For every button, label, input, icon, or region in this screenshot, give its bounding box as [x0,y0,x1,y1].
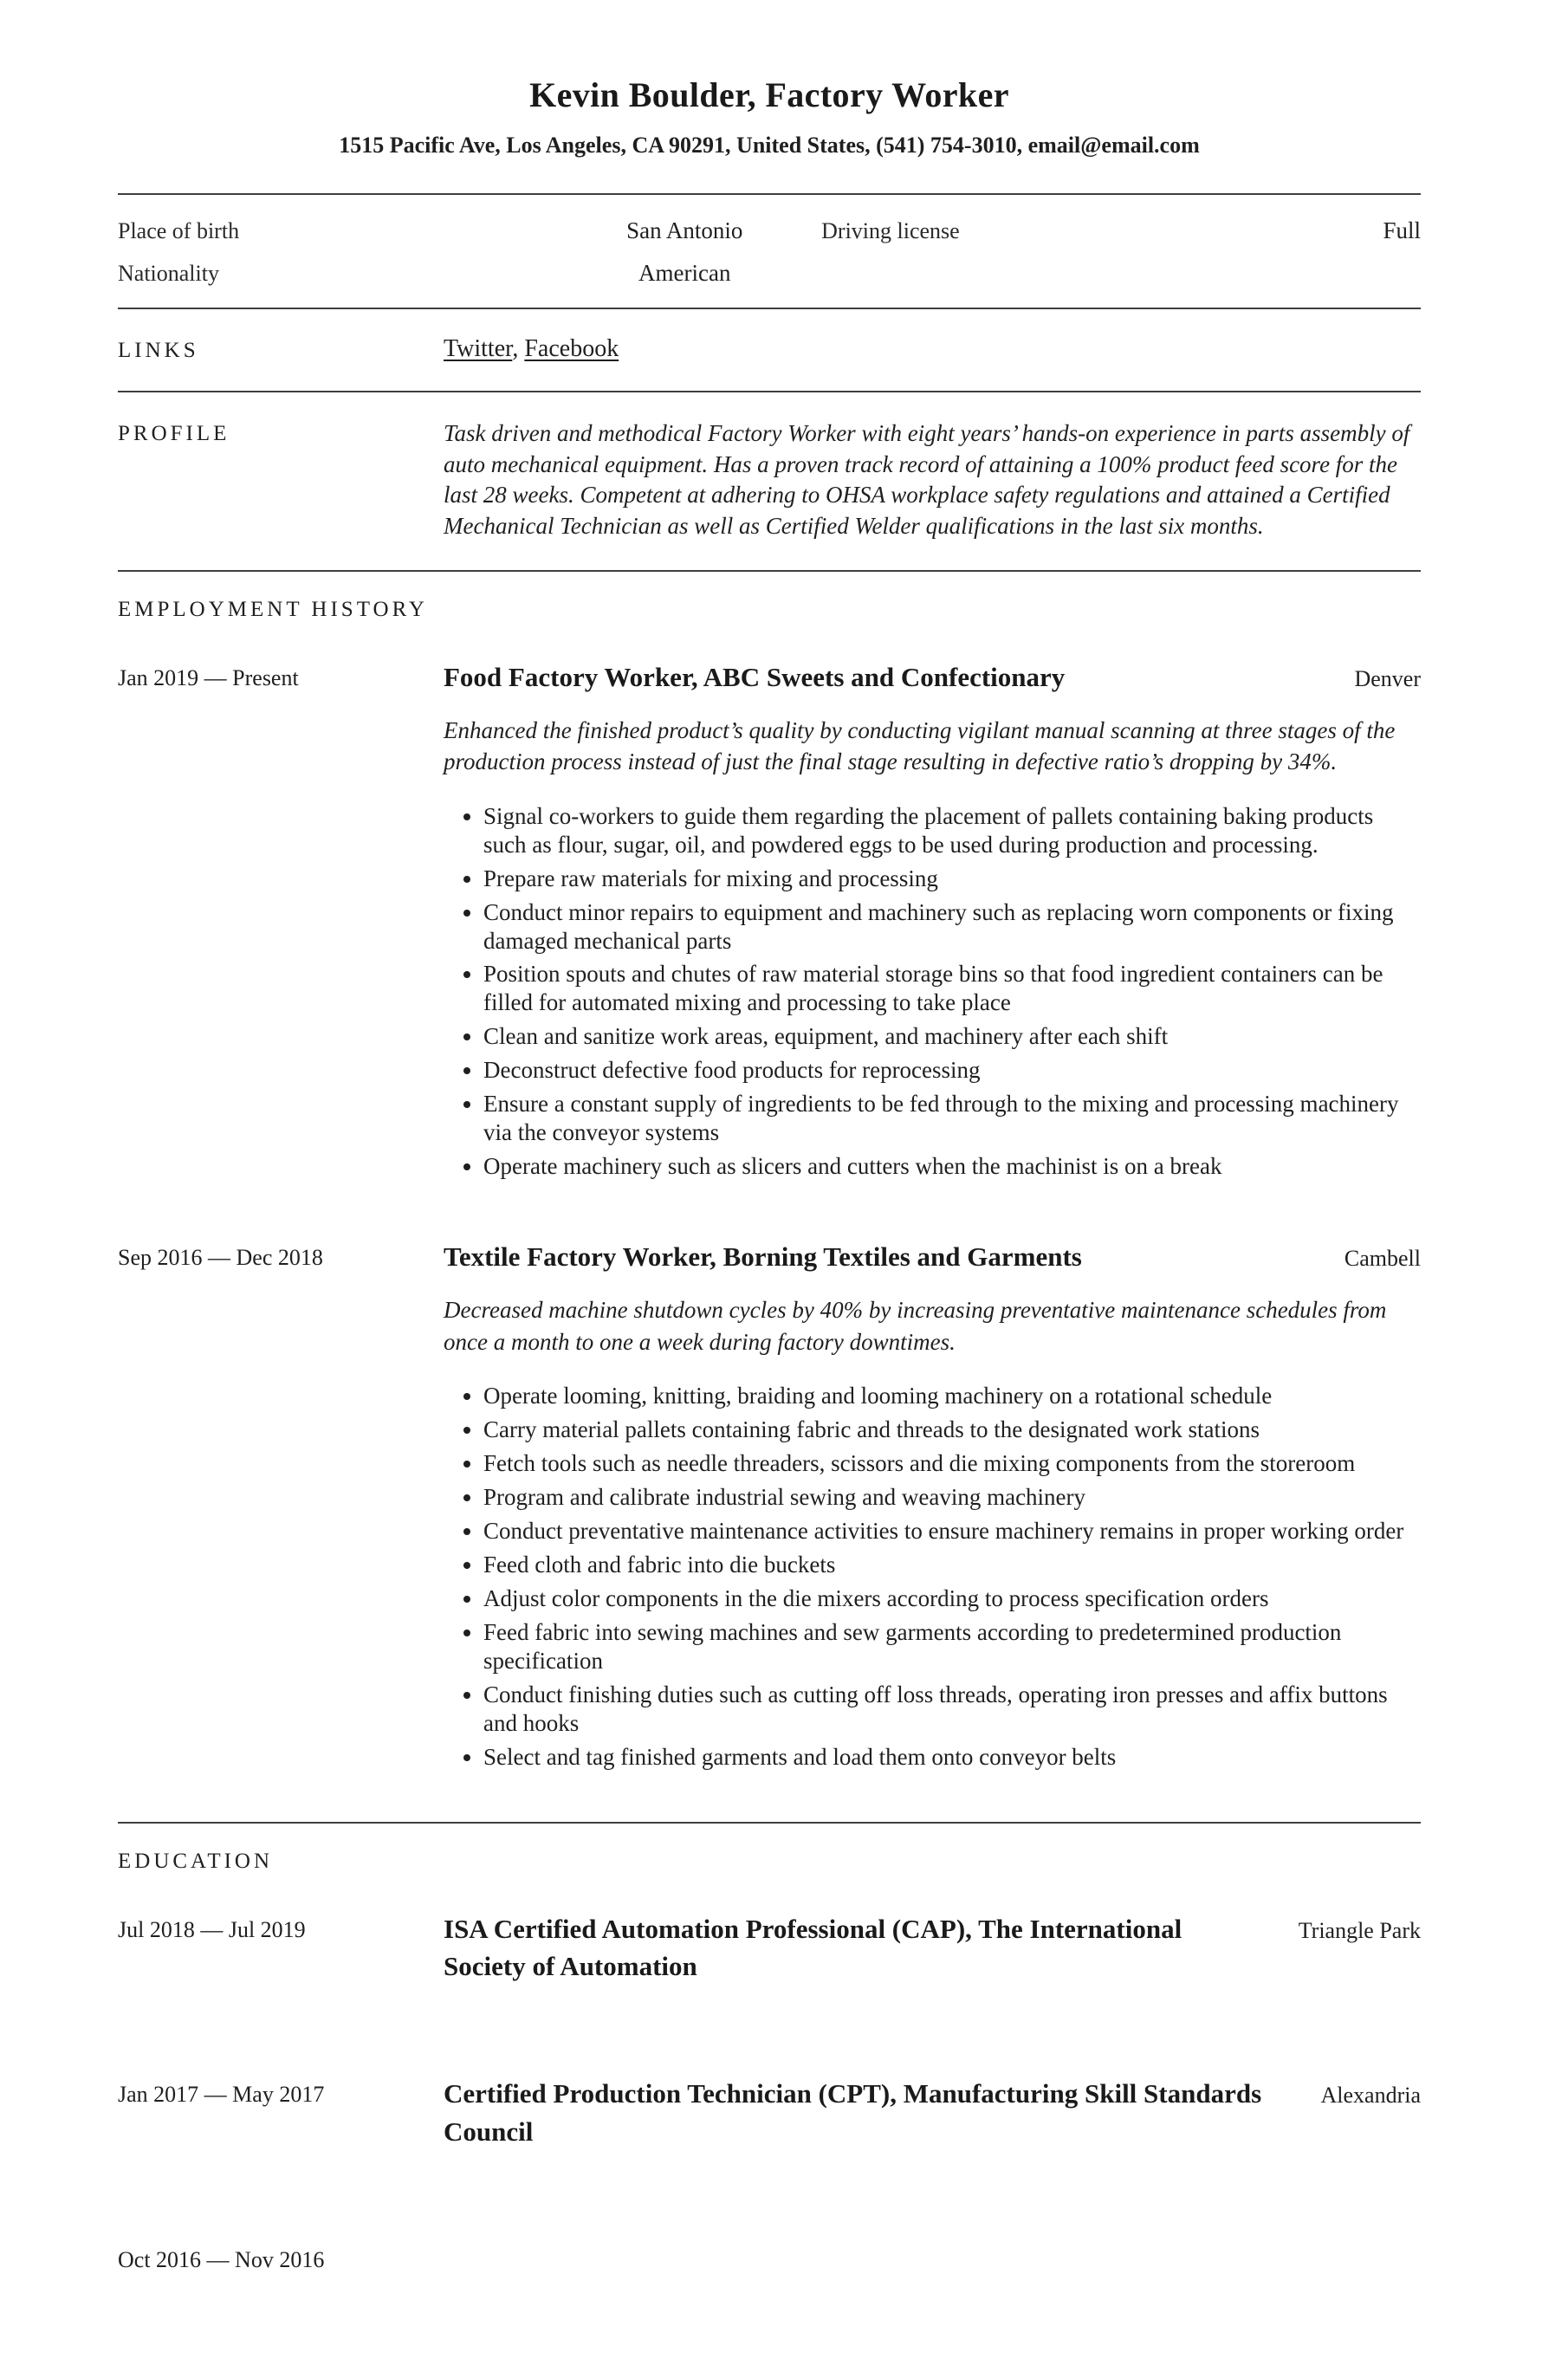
bullet-item: • Carry material pallets containing fabric and threads to the designated work stations [483,1416,1421,1444]
education-title: Certified Production Technician (CPT), Manufacturing Skill Standards Council [444,2078,1262,2147]
bullet-item: • Feed cloth and fabric into die buckets [483,1551,1421,1579]
bullet-item: • Operate machinery such as slicers and cutters when the machinist is on a break [483,1152,1421,1181]
education-dates: Jul 2018 — Jul 2019 [118,1916,306,1942]
bullet-item: • Deconstruct defective food products for reprocessing [483,1056,1421,1085]
bullet-item: • Conduct preventative maintenance activities to ensure machinery remains in proper working order [483,1517,1421,1545]
bullet-item: • Adjust color components in the die mixers according to process specification orders [483,1584,1421,1613]
place-of-birth-value: San Antonio [626,217,743,243]
education-entry [118,2240,1421,2273]
education-dates: Jan 2017 — May 2017 [118,2082,325,2108]
driving-license-label: Driving license [821,218,960,243]
resume-header [118,75,1421,159]
twitter-link[interactable]: Twitter [444,335,513,362]
bullet-item: • Conduct finishing duties such as cutting off loss threads, operating iron presses and affix buttons and hooks [483,1681,1421,1738]
bullet-item: • Position spouts and chutes of raw material storage bins so that food ingredient containers can be filled for automated mixing and processing to take place [483,960,1421,1017]
education-dates: Oct 2016 — Nov 2016 [118,2247,325,2273]
job-bullet-list [444,802,1421,1181]
bullet-item: • Signal co-workers to guide them regarding the placement of pallets containing baking products such as flour, sugar, oil, and powdered eggs to be used during production and processing. [483,802,1421,859]
bullet-item: • Ensure a constant supply of ingredients to be fed through to the mixing and processing machinery via the conveyor systems [483,1090,1421,1147]
job-location: Denver [1354,665,1421,691]
bullet-item: • Prepare raw materials for mixing and processing [483,865,1421,893]
job-summary: Decreased machine shutdown cycles by 40% by increasing preventative maintenance schedules from once a month to one a week during factory downtimes. [444,1297,1387,1355]
job-entry [118,658,1421,1187]
bullet-item: • Feed fabric into sewing machines and sew garments according to predetermined production specification [483,1618,1421,1675]
details-row [118,260,1421,287]
bullet-item: • Operate looming, knitting, braiding and looming machinery on a rotational schedule [483,1382,1421,1410]
job-title: Textile Factory Worker, Borning Textiles and Garments [444,1241,1082,1273]
bullet-item: • Select and tag finished garments and load them onto conveyor belts [483,1743,1421,1772]
bullet-item: • Clean and sanitize work areas, equipment, and machinery after each shift [483,1022,1421,1051]
contact-line: 1515 Pacific Ave, Los Angeles, CA 90291, United States, (541) 754-3010, email@email.com [339,133,1200,158]
personal-details [118,193,1421,309]
bullet-item: • Fetch tools such as needle threaders, scissors and die mixing components from the storeroom [483,1449,1421,1478]
job-summary: Enhanced the finished product’s quality by conducting vigilant manual scanning at three stages of the production process instead of just the final stage resulting in defective ratio’s dropping by 34%. [444,716,1396,775]
profile-section [118,392,1421,572]
education-title: ISA Certified Automation Professional (CAP), The International Society of Automation [444,1913,1182,1981]
education-entry [118,1910,1421,1986]
education-location: Alexandria [1320,2083,1421,2109]
education-section [118,1824,1421,2314]
facebook-link[interactable]: Facebook [524,335,619,362]
links-separator: , [512,335,525,362]
place-of-birth-label: Place of birth [118,218,240,243]
education-section-label: EDUCATION [118,1849,274,1873]
employment-section-label: EMPLOYMENT HISTORY [118,597,428,621]
bullet-item: • Program and calibrate industrial sewing and weaving machinery [483,1483,1421,1512]
job-title: Food Factory Worker, ABC Sweets and Confectionary [444,661,1066,692]
profile-section-label: PROFILE [118,422,230,445]
details-row [118,217,1421,244]
links-list [444,335,1421,363]
job-bullet-list [444,1382,1421,1771]
job-dates: Sep 2016 — Dec 2018 [118,1245,323,1271]
links-section-label: LINKS [118,339,199,362]
job-location: Cambell [1344,1246,1421,1272]
candidate-name: Kevin Boulder, Factory Worker [529,75,1009,114]
nationality-value: American [638,260,731,286]
job-entry [118,1238,1421,1777]
profile-text: Task driven and methodical Factory Worker with eight years’ hands-on experience in parts assembly of auto mechanical equipment. Has a proven track record of attaining a 100% product feed score for the last 28 weeks. Competent at adhering to OHSA workplace safety regulations and attained a Certified Mechanical Technician as well as Certified Welder qualifications in the last six months. [444,420,1410,539]
job-dates: Jan 2019 — Present [118,664,299,690]
nationality-label: Nationality [118,261,219,286]
education-entry [118,2075,1421,2150]
bullet-item: • Conduct minor repairs to equipment and machinery such as replacing worn components or fixing damaged mechanical parts [483,898,1421,956]
driving-license-value: Full [1383,217,1421,243]
links-section [118,309,1421,392]
employment-section [118,572,1421,1824]
education-location: Triangle Park [1298,1917,1421,1943]
